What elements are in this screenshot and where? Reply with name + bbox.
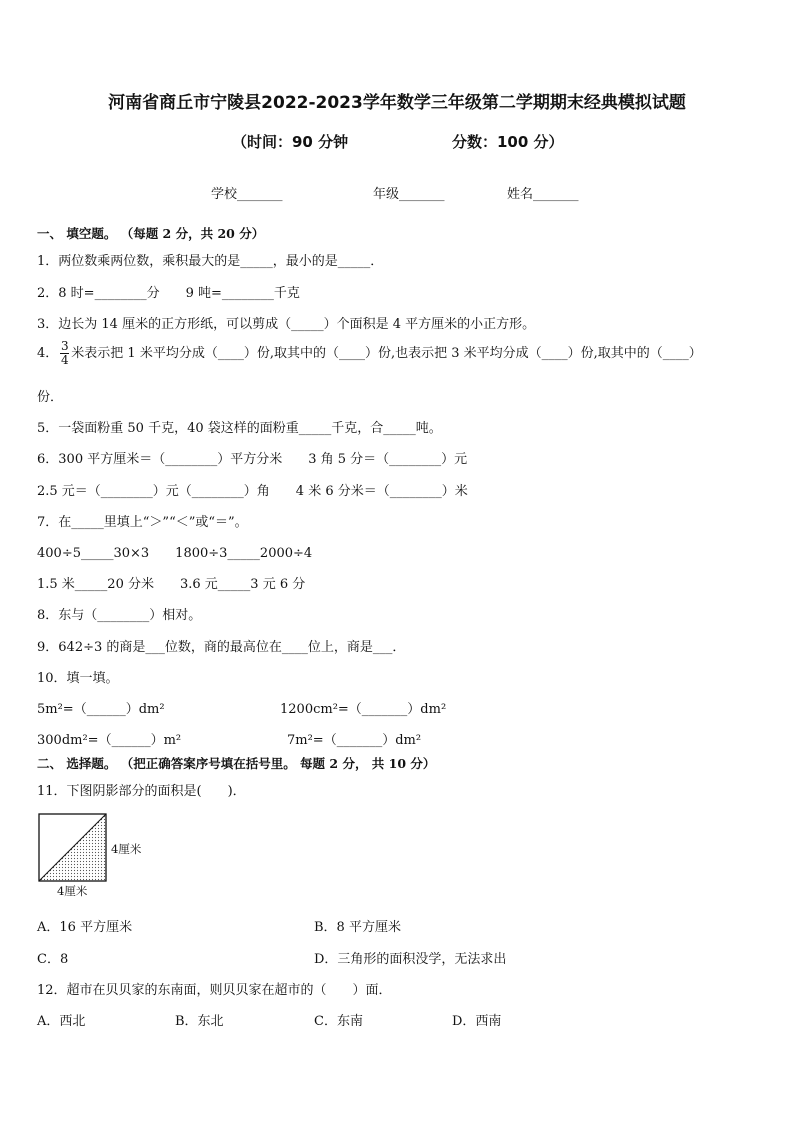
question-5: 5．一袋面粉重 50 千克，40 袋这样的面粉重_____千克，合_____吨。 — [37, 421, 442, 436]
question-7: 7．在_____里填上“＞”“＜”或“＝”。 — [37, 515, 248, 530]
question-10-item-4: 7m²=（_______）dm² — [287, 733, 422, 748]
question-2: 2．8 时=________分 9 吨=________千克 — [37, 286, 300, 301]
q11-option-c: C．8 — [37, 952, 69, 967]
q11-option-a: A．16 平方厘米 — [37, 920, 133, 935]
question-11: 11．下图阴影部分的面积是( )． — [37, 784, 246, 799]
school-field: 学校_______ — [211, 187, 283, 202]
question-4-tail: 份． — [37, 390, 64, 405]
question-10: 10．填一填。 — [37, 671, 119, 686]
question-1: 1．两位数乘两位数，乘积最大的是_____，最小的是_____． — [37, 254, 384, 269]
q12-option-c: C．东南 — [314, 1014, 363, 1029]
question-12: 12．超市在贝贝家的东南面，则贝贝家在超市的（ ）面． — [37, 983, 392, 998]
section2-heading: 二、 选择题。 （把正确答案序号填在括号里。 每题 2 分， 共 10 分） — [37, 756, 436, 771]
question-3: 3．边长为 14 厘米的正方形纸，可以剪成（_____）个面积是 4 平方厘米的小正方形。 — [37, 317, 536, 332]
question-4 — [37, 340, 702, 367]
question-6b: 2.5 元＝（________）元（________）角 4 米 6 分米＝（________）米 — [37, 484, 468, 499]
question-8: 8．东与（________）相对。 — [37, 608, 202, 623]
question-10-item-1: 5m²=（______）dm² — [37, 702, 165, 717]
fraction-denominator: 4 — [60, 353, 69, 367]
q12-option-a: A．西北 — [37, 1014, 86, 1029]
exam-score: 分数：100 分） — [452, 133, 564, 151]
q12-option-b: B．东北 — [175, 1014, 224, 1029]
question-4-text: 米表示把 1 米平均分成（____）份,取其中的（____）份,也表示把 3 米平均分成（____）份,取其中的（____） — [71, 346, 702, 361]
figure-label-side: 4厘米 — [111, 842, 142, 856]
question-4-number: 4． — [37, 346, 59, 361]
fraction-three-quarters — [60, 340, 69, 367]
grade-field: 年级_______ — [373, 187, 445, 202]
q11-option-b: B．8 平方厘米 — [314, 920, 401, 935]
question-10-item-3: 300dm²=（______）m² — [37, 733, 182, 748]
page-title: 河南省商丘市宁陵县2022-2023学年数学三年级第二学期期末经典模拟试题 — [108, 93, 686, 113]
question-7b: 1.5 米_____20 分米 3.6 元_____3 元 6 分 — [37, 577, 306, 592]
question-9: 9．642÷3 的商是___位数，商的最高位在____位上，商是___． — [37, 640, 406, 655]
q11-option-d: D．三角形的面积没学，无法求出 — [314, 952, 507, 967]
section1-heading: 一、 填空题。 （每题 2 分，共 20 分） — [37, 226, 265, 241]
figure-label-bottom: 4厘米 — [57, 884, 88, 898]
question-10-item-2: 1200cm²=（_______）dm² — [280, 702, 447, 717]
name-field: 姓名_______ — [507, 187, 579, 202]
fraction-numerator: 3 — [60, 339, 69, 353]
question-6a: 6．300 平方厘米＝（________）平方分米 3 角 5 分＝（________）元 — [37, 452, 468, 467]
exam-time: （时间：90 分钟 — [232, 133, 349, 151]
question-7a: 400÷5_____30×3 1800÷3_____2000÷4 — [37, 546, 313, 561]
q12-option-d: D．西南 — [452, 1014, 502, 1029]
